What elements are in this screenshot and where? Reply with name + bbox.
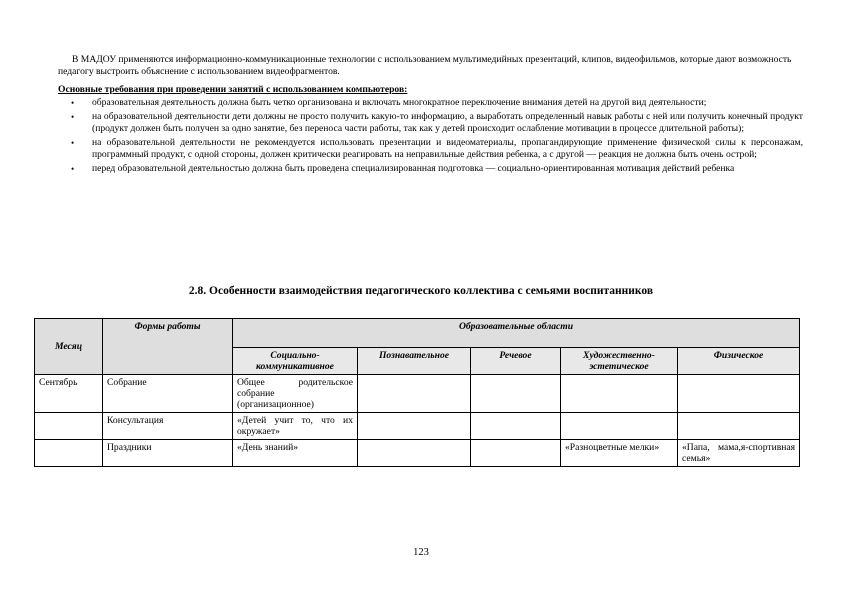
cell-speech xyxy=(471,375,561,413)
requirement-item xyxy=(58,137,803,161)
requirement-item xyxy=(58,97,803,109)
cell-month xyxy=(35,413,103,440)
intro-text: В МАДОУ применяются информационно-коммуникационные технологии с использованием мультимедийных презентаций, клипов, видеофильмов, которые дают возможность педагогу выстроить объяснение с использованием видеофрагментов. xyxy=(58,54,792,77)
page-number: 123 xyxy=(413,547,429,558)
header-artistic: Художественно-эстетическое xyxy=(561,348,678,375)
cell-speech xyxy=(471,413,561,440)
cell-cognitive xyxy=(358,375,471,413)
requirement-text: на образовательной деятельности дети должны не просто получить какую-то информацию, а выработать определенный навык работы с ней или получить конечный продукт (продукт должен быть получен за одно занятие, без переноса части работы, так как у детей происходит ослабление мотивации в процессе длительной работы); xyxy=(92,111,803,134)
cell-social: Общее родительское собрание (организационное) xyxy=(233,375,358,413)
table-row xyxy=(35,375,800,413)
cell-social: «День знаний» xyxy=(233,440,358,467)
cell-month: Сентябрь xyxy=(35,375,103,413)
bullet-icon: • xyxy=(71,164,75,174)
requirements-list xyxy=(58,97,803,177)
cell-artistic xyxy=(561,375,678,413)
header-month: Месяц xyxy=(35,319,103,375)
table-row xyxy=(35,440,800,467)
family-interaction-table xyxy=(34,318,800,467)
cell-social: «Детей учит то, что их окружает» xyxy=(233,413,358,440)
cell-cognitive xyxy=(358,413,471,440)
requirement-text: на образовательной деятельности не рекомендуется использовать презентации и видеоматериалы, пропагандирующие применение физической силы к персонажам, программный продукт, с одной стороны, должен критически реагировать на неправильные действия ребенка, а с другой — реакция не должна быть очень острой; xyxy=(92,137,803,160)
requirements-heading: Основные требования при проведении занятий с использованием компьютеров: xyxy=(58,84,408,95)
cell-form: Праздники xyxy=(103,440,233,467)
header-speech: Речевое xyxy=(471,348,561,375)
cell-speech xyxy=(471,440,561,467)
bullet-icon: • xyxy=(71,138,75,148)
cell-physical: «Папа, мама,я-спортивная семья» xyxy=(678,440,800,467)
cell-form: Консультация xyxy=(103,413,233,440)
header-forms: Формы работы xyxy=(103,319,233,375)
section-title: 2.8. Особенности взаимодействия педагогического коллектива с семьями воспитанников xyxy=(188,285,654,297)
bullet-icon: • xyxy=(71,112,75,122)
cell-physical xyxy=(678,413,800,440)
header-areas: Образовательные области xyxy=(233,319,800,348)
cell-cognitive xyxy=(358,440,471,467)
requirement-item xyxy=(58,163,803,175)
cell-artistic xyxy=(561,413,678,440)
header-physical: Физическое xyxy=(678,348,800,375)
bullet-icon: • xyxy=(71,98,75,108)
requirement-item xyxy=(58,111,803,135)
cell-artistic: «Разноцветные мелки» xyxy=(561,440,678,467)
intro-paragraph xyxy=(58,54,803,78)
table-row xyxy=(35,413,800,440)
cell-month xyxy=(35,440,103,467)
cell-physical xyxy=(678,375,800,413)
cell-form: Собрание xyxy=(103,375,233,413)
requirement-text: перед образовательной деятельностью должна быть проведена специализированная подготовка — социально-ориентированная мотивация действий ребенка xyxy=(92,163,735,174)
header-social: Социально-коммуникативное xyxy=(233,348,358,375)
requirement-text: образовательная деятельность должна быть четко организована и включать многократное переключение внимания детей на другой вид деятельности; xyxy=(92,97,707,108)
header-cognitive: Познавательное xyxy=(358,348,471,375)
